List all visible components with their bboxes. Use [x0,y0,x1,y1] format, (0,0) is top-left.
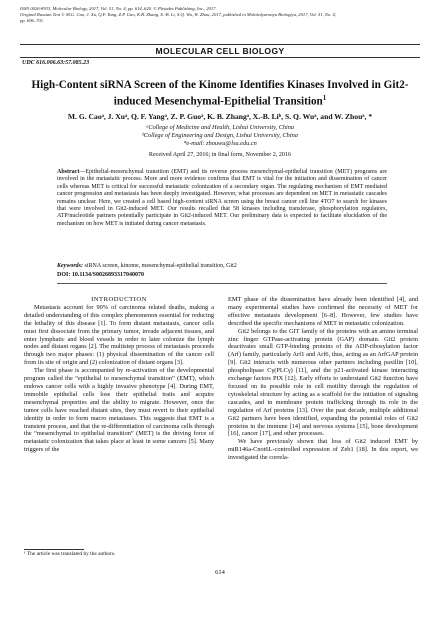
body-paragraph: We have previously shown that loss of Git2 induced EMT by miR146a-Cnot6L-controlled expression of Zeb1 [18]. In this report, we investigated the correla- [228,438,418,462]
section-rule [20,57,420,58]
left-column [24,296,214,454]
header-line-1: ISSN 0026-8933, Molecular Biology, 2017, Vol. 51, No. 4, pp. 614–620. © Pleiades Publishing, Inc., 2017. [20,6,217,11]
udc-code: UDC 616.006.63:57.085.23 [22,60,90,66]
doi-value: 10.1134/S0026893317040070 [71,272,145,278]
top-rule [20,44,420,45]
abstract-label: Abstract [57,169,80,175]
contact-email: *e-mail: zhouwu@lsu.edu.cn [183,140,257,147]
header-line-2: Original Russian Text © M.G. Cao, J. Xu, Q.F. Yang, Z.P. Guo, K.B. Zhang, X.-B. Li, S.Q. Wu, W. Zhou, 2017, published in Molekulyarnaya Biologiya, 2017, Vol. 51, No. 4, [20,12,336,17]
page-number: 614 [215,569,225,576]
title-text: High-Content siRNA Screen of the Kinome Identifies Kinases Involved in Git2-induced Mesenchymal-Epithelial Transition [31,79,409,108]
keywords-text: siRNA screen, kinome, mesenchymal-epithelial transition, Git2 [84,263,237,269]
received-dates: Received April 27, 2016; in final form, November 2, 2016 [148,152,292,158]
affiliation-a: ᵃCollege of Medicine and Health, Lishui University, China [145,124,295,131]
title-footnote-mark: 1 [322,94,327,102]
body-paragraph: The first phase is accompanied by re-activation of the developmental program called the “epithelial to mesenchymal transition” (EMT), which endows cancer cells with a highly invasive phenotype [4]. During EMT, immobile epithelial cells lose their epithelial traits and acquire mesenchymal properties and the ability to migrate. However, once the tumor cells have reached distant sites, they must revert to their epithelial identity in order to form macro metastases. This suggests that EMT is a transient process, and that the re-differentiation of carcinoma cells through the “mesenchymal to epithelial transition” (MET) is the driving force of metastatic colonization that takes place at least in some cancers [5]. Many triggers of the [24,367,214,454]
abstract-rule [57,283,387,284]
affiliation-b: ᵇCollege of Engineering and Design, Lishui University, China [142,132,298,139]
intro-heading: INTRODUCTION [91,296,147,303]
doi-label: DOI: [57,272,71,278]
publication-header [20,6,420,24]
body-paragraph: Metastasis account for 90% of carcinoma related deaths, making a detailed understanding of this complex phenomenon essential for reducing the lethality of this disease [1]. To form distant metastasis, cancer cells must first dissociate from the primary tumor, invade adjacent tissues, and enter lymphatic and blood vessels in order to later colonize the lymph nodes and distant organs [2]. The multistep process of metastasis proceeds through two major phases: (1) physical dissemination of the cancer cell from its site of origin and (2) colonization of distant organs [3]. [24,303,214,367]
keywords-label: Keywords: [57,263,83,269]
footnote-rule [24,549,84,550]
article-title [30,79,410,109]
header-line-3: pp. 696–701. [20,18,45,23]
abstract-text: —Epithelial-mesenchymal transition (EMT) and its reverse process mesenchymal-epithelial transition (MET) programs are involved in the metastatic process. More and more evidence confirms that EMT is vital for the initiation and dissemination of cancer cells whereas MET is critical for successful metastatic colonization of a secondary organ. The regulating mechanism of EMT mediated cancer progression and metastasis has been deeply investigated. However, what processes are dependent on MET in metastatic cascades remains unclear. Here, we created a cell based high-content siRNA screen using the breast cancer cell line 4TO7 to search for kinases that were involved in Git2-induced MET. Our results recalled that 58 kinases including transferase, phosphorylation regulators, ATP/nucleotide partners potentially participate in Git2-induced MET. Our preliminary data is expected to facilitate elucidation of the mechanism on how MET is initiated during cancer metastasis. [57,169,387,227]
abstract [57,169,387,228]
section-title: MOLECULAR CELL BIOLOGY [155,46,285,56]
doi [57,272,144,278]
author-list: M. G. Caoᵃ, J. Xuᵃ, Q. F. Yangᵃ, Z. P. Guoᵃ, K. B. Zhangᵃ, X.-B. Liᵇ, S. Q. Wuᵃ, and W. Zhouᵃ, * [67,112,373,121]
right-column [228,296,418,462]
keywords [57,263,387,270]
body-paragraph: EMT phase of the dissemination have already been identified [4], and many experimental studies have confirmed the necessity of MET for effective metastasis development [6–8]. However, few studies have described the specific mechanisms of MET in metastatic colonization. [228,296,418,327]
footnote: ¹ The article was translated by the authors. [24,551,116,557]
body-paragraph: Git2 belongs to the GIT family of the proteins with an amino terminal zinc finger GTPase-activating protein (GAP) domain. Git2 protein deactivates small GTP-binding proteins of the ADP-ribosylation factor (Arf) family, particularly Arf1 and Arf6, thus, acting as an ArfGAP protein [9]. Git2 interacts with numerous other partners including paxillin [10], phospholipase Cγ(PLCγ) [11], and the p21-activated kinase interacting exchange factors PIX [12]. Early efforts to understand Git2 function have focused on its possible role in cell motility through the regulation of cytoskeletal structure by acting as a scaffold for the initiation of signaling cascades, and in membrane protein trafficking through its role in the regulation of Arf proteins [13]. Over the past decade, multiple additional Git2 partners have been identified, expanding the potential roles of Git2 proteins in the immune [14] and nervous systems [15], bone development [16], cancer [17], and other processes. [228,327,418,438]
